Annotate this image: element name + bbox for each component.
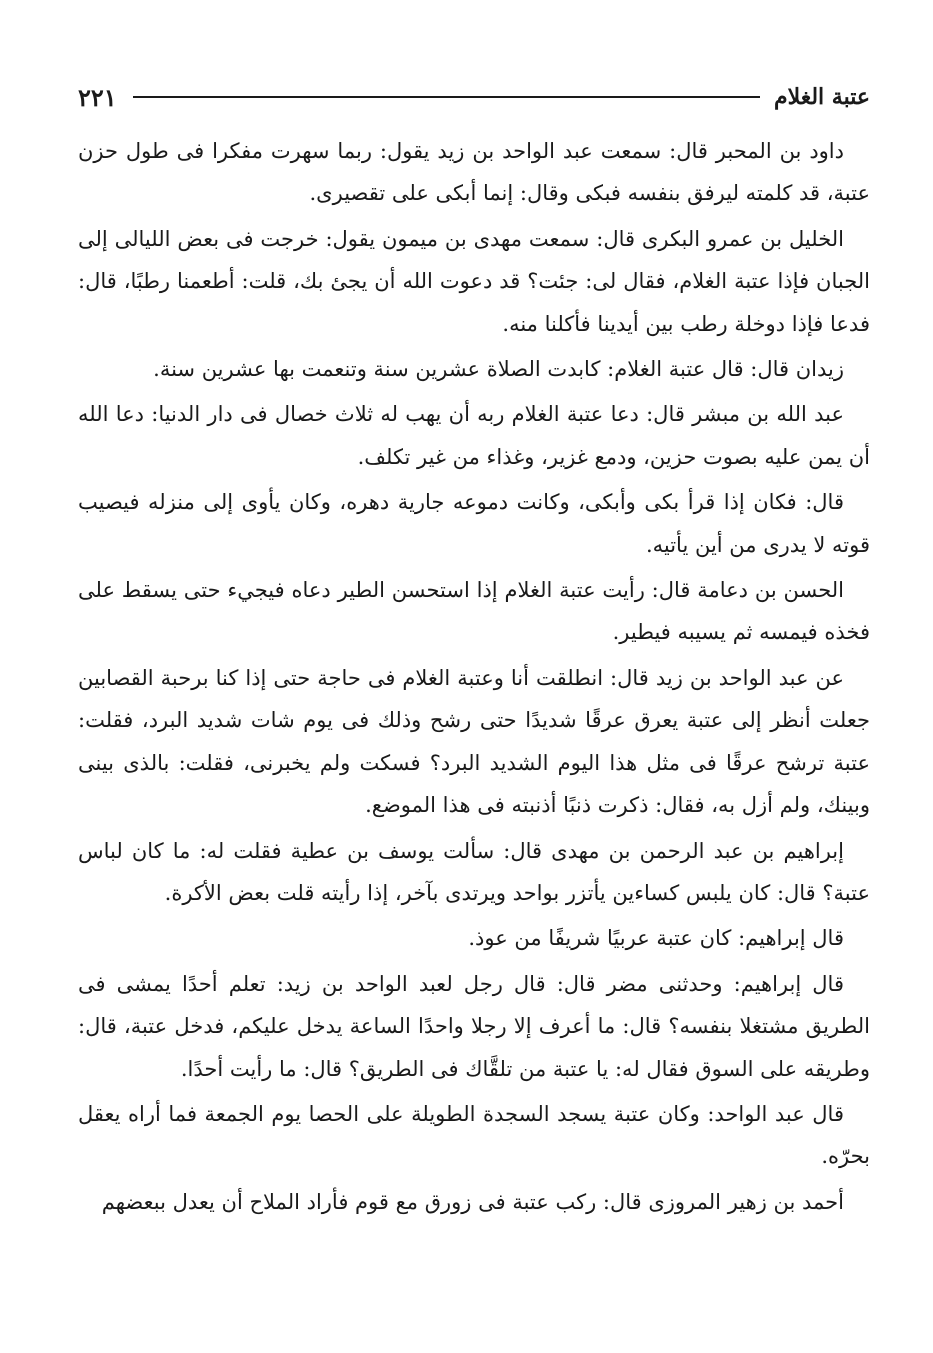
page-header	[78, 78, 870, 116]
paragraph: أحمد بن زهير المروزى قال: ركب عتبة فى زورق مع قوم فأراد الملاح أن يعدل ببعضهم	[101, 1189, 844, 1214]
paragraph: الحسن بن دعامة قال: رأيت عتبة الغلام إذا استحسن الطير دعاه فيجيء حتى يسقط على فخذه فيمسه ثم يسيبه فيطير.	[78, 578, 870, 645]
page-body	[78, 130, 870, 1226]
paragraph: زيدان قال: قال عتبة الغلام: كابدت الصلاة عشرين سنة وتنعمت بها عشرين سنة.	[153, 357, 844, 382]
paragraph: قال إبراهيم: كان عتبة عربيًا شريفًا من عوذ.	[468, 926, 844, 951]
paragraph: عبد الله بن مبشر قال: دعا عتبة الغلام ربه أن يهب له ثلاث خصال فى دار الدنيا: دعا الله أن يمن عليه بصوت حزين، ودمع غزير، وغذاء من غير تكلف.	[78, 402, 870, 469]
page-number: ٢٢١	[78, 82, 117, 112]
header-rule	[133, 96, 760, 98]
paragraph: إبراهيم بن عبد الرحمن بن مهدى قال: سألت يوسف بن عطية فقلت له: ما كان لباس عتبة؟ قال: كان يلبس كساءين يأتزر بواحد ويرتدى بآخر، إذا رأيته قلت بعض الأكرة.	[78, 838, 870, 905]
paragraph: قال: فكان إذا قرأ بكى وأبكى، وكانت دموعه جارية دهره، وكان يأوى إلى منزله فيصيب قوته لا يدرى من أين يأتيه.	[78, 490, 870, 557]
paragraph: قال عبد الواحد: وكان عتبة يسجد السجدة الطويلة على الحصا يوم الجمعة فما أراه يعقل بحرّه.	[78, 1101, 870, 1169]
running-title: عتبة الغلام	[773, 84, 870, 110]
paragraph: داود بن المحبر قال: سمعت عبد الواحد بن زيد يقول: ربما سهرت مفكرا فى طول حزن عتبة، قد كلمته ليرفق بنفسه فبكى وقال: إنما أبكى على تقصيرى.	[78, 139, 870, 206]
paragraph: الخليل بن عمرو البكرى قال: سمعت مهدى بن ميمون يقول: خرجت فى بعض الليالى إلى الجبان فإذا عتبة الغلام، فقال لى: جئت؟ قد دعوت الله أن يجئ بك، قلت: أطعمنا رطبًا، قال: فدعا فإذا دوخلة رطب بين أيدينا فأكلنا منه.	[78, 226, 870, 336]
paragraph: قال إبراهيم: وحدثنى مضر قال: قال رجل لعبد الواحد بن زيد: تعلم أحدًا يمشى فى الطريق مشتغلا بنفسه؟ قال: ما أعرف إلا رجلا واحدًا الساعة يدخل عليكم، فدخل عتبة، قال: وطريقه على السوق فقال له: يا عتبة من تلقَّاك فى الطريق؟ قال: ما رأيت أحدًا.	[78, 971, 870, 1081]
paragraph: عن عبد الواحد بن زيد قال: انطلقت أنا وعتبة الغلام فى حاجة حتى إذا كنا برحبة القصابين جعلت أنظر إلى عتبة يعرق عرقًا شديدًا حتى رشح وذلك فى يوم شات شديد البرد، فقلت: عتبة ترشح عرقًا فى مثل هذا اليوم الشديد البرد؟ فسكت ولم يخبرنى، فقلت: بالذى بينى وبينك، ولم أزل به، فقال: ذكرت ذنبًا أذنبته فى هذا الموضع.	[78, 665, 870, 818]
